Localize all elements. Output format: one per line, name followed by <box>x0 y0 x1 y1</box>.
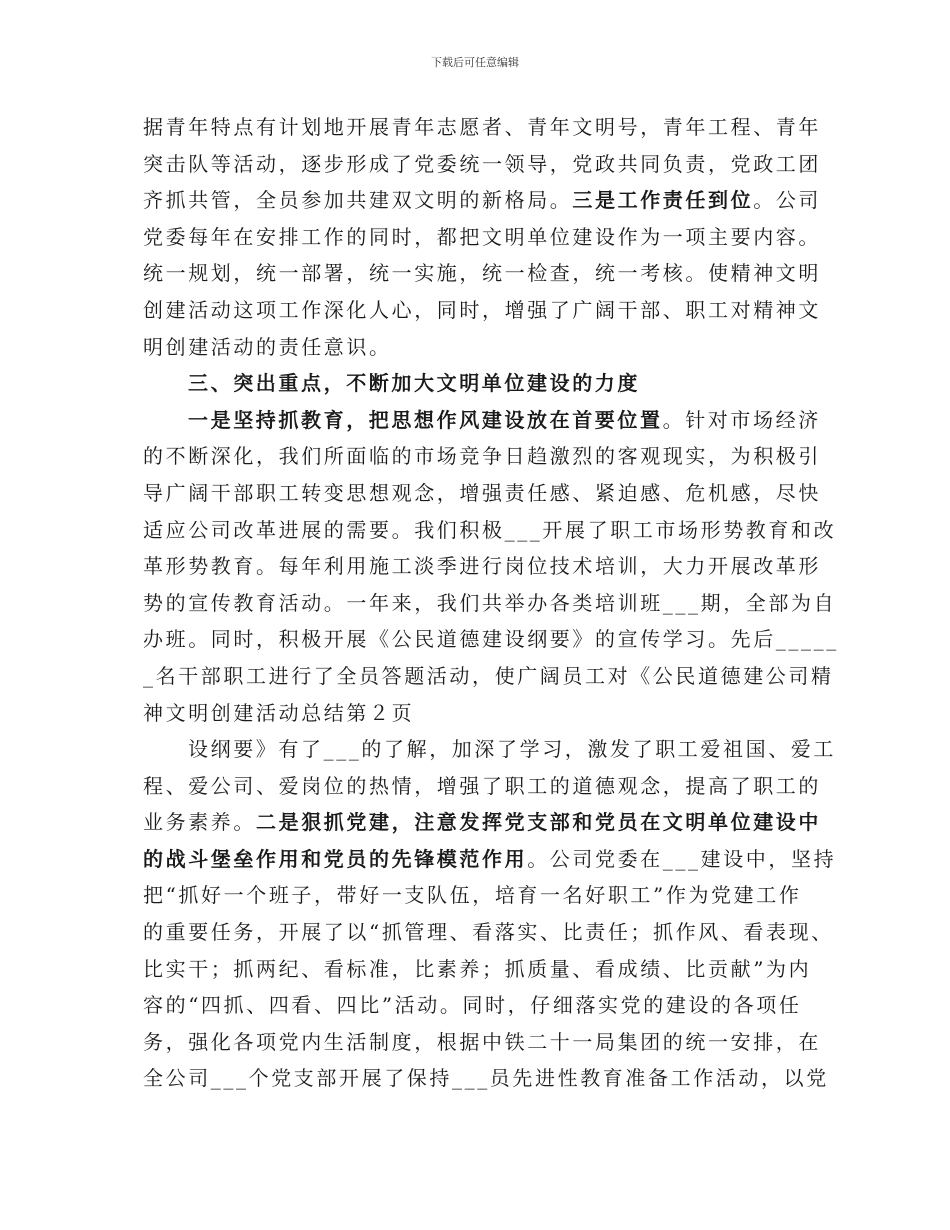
bold-run: 三是工作责任到位 <box>572 188 754 213</box>
text-line: 明创建活动的责任意识。 <box>143 334 392 359</box>
bold-run: 二是狠抓党建，注意发挥党支部和党员在文明单位建设中 <box>256 810 821 835</box>
text-line: _名干部职工进行了全员答题活动，使广阔员工对《公民道德建公司精 <box>143 663 834 688</box>
page-header: 下载后可任意编辑 <box>431 56 519 69</box>
heading-text: 三、突出重点，不断加大文明单位建设的力度 <box>188 371 640 396</box>
text-line: 容的“四抓、四看、四比”活动。同时，仔细落实党的建设的各项任 <box>143 993 802 1018</box>
text-run: 齐抓共管，全员参加共建双文明的新格局。 <box>143 188 573 213</box>
text-line <box>143 841 837 878</box>
text-run: 。公司 <box>753 188 822 213</box>
text-line <box>143 182 822 219</box>
text-line <box>143 804 821 841</box>
text-line: 神文明创建活动总结第２页 <box>143 700 415 725</box>
document-body <box>143 109 839 1097</box>
text-line: 设纲要》有了___的了解，加深了学习，激发了职工爱祖国、爱工 <box>188 737 836 762</box>
text-line <box>143 402 821 439</box>
text-line: 的不断深化，我们所面临的市场竞争日趋激烈的客观现实，为积极引 <box>143 444 821 469</box>
text-line: 办班。同时，积极开展《公民道德建设纲要》的宣传学习。先后_____ <box>143 627 839 652</box>
bold-run: 的战斗堡垒作用和党员的先锋模范作用 <box>143 846 528 871</box>
section-heading <box>143 365 813 402</box>
text-line: 务，强化各项党内生活制度，根据中铁二十一局集团的统一安排，在 <box>143 1029 821 1054</box>
text-line: 比实干；抓两纪、看标准，比素养；抓质量、看成绩、比贡献”为内 <box>143 956 812 981</box>
text-line: 突击队等活动，逐步形成了党委统一领导，党政共同负责，党政工团 <box>143 151 821 176</box>
text-line: 适应公司改革进展的需要。我们积极___开展了职工市场形势教育和改 <box>143 517 837 542</box>
text-line: 创建活动这项工作深化人心，同时，增强了广阔干部、职工对精神文 <box>143 297 821 322</box>
text-run: 业务素养。 <box>143 810 256 835</box>
text-run: 。针对市场经济 <box>662 407 821 432</box>
bold-run: 一是坚持抓教育，把思想作风建设放在首要位置 <box>188 407 663 432</box>
text-line: 程、爱公司、爱岗位的热情，增强了职工的道德观念，提高了职工的 <box>143 773 821 798</box>
text-line: 全公司___个党支部开展了保持___员先进性教育准备工作活动，以党 <box>143 1066 829 1091</box>
text-run: 。公司党委在___建设中，坚持 <box>527 846 837 871</box>
text-line: 党委每年在安排工作的同时，都把文明单位建设作为一项主要内容。 <box>143 224 821 249</box>
text-line: 据青年特点有计划地开展青年志愿者、青年文明号，青年工程、青年 <box>143 115 821 139</box>
text-line: 统一规划，统一部署，统一实施，统一检查，统一考核。使精神文明 <box>143 261 821 286</box>
text-line: 势的宣传教育活动。一年来，我们共举办各类培训班___期，全部为自 <box>143 590 837 615</box>
text-line: 革形势教育。每年利用施工淡季进行岗位技术培训，大力开展改革形 <box>143 554 821 579</box>
text-line: 的重要任务，开展了以“抓管理、看落实、比责任；抓作风、看表现、 <box>143 920 834 945</box>
text-line: 导广阔干部职工转变思想观念，增强责任感、紧迫感、危机感，尽快 <box>143 480 821 505</box>
text-line: 把“抓好一个班子，带好一支队伍，培育一名好职工”作为党建工作 <box>143 883 802 908</box>
